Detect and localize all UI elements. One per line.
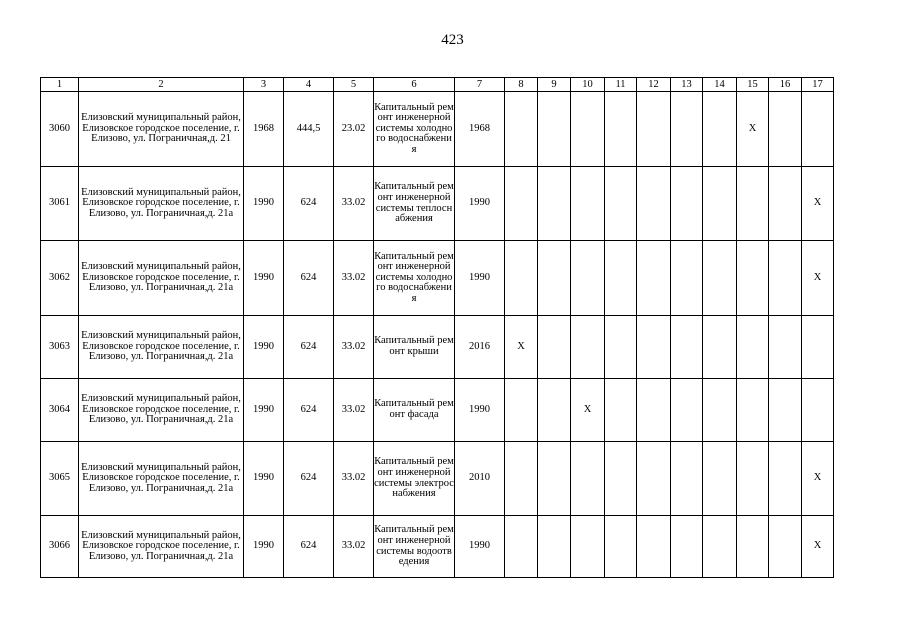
- row-id: 3061: [41, 167, 79, 241]
- row-col4: 624: [284, 442, 334, 516]
- row-col7: 1990: [455, 167, 505, 241]
- mark-cell: [703, 516, 737, 578]
- mark-cell: [769, 92, 802, 167]
- header-cell: 5: [334, 78, 374, 92]
- row-col3: 1990: [244, 516, 284, 578]
- row-col5: 33.02: [334, 516, 374, 578]
- mark-cell: [571, 167, 605, 241]
- mark-cell: [802, 316, 834, 379]
- mark-cell: [703, 241, 737, 316]
- header-cell: 15: [737, 78, 769, 92]
- row-address: Елизовский муниципальный район, Елизовское городское поселение, г. Елизово, ул. Пограничная,д. 21а: [79, 167, 244, 241]
- mark-cell: [538, 241, 571, 316]
- row-col5: 23.02: [334, 92, 374, 167]
- mark-cell: [571, 241, 605, 316]
- mark-cell: [671, 167, 703, 241]
- header-cell: 1: [41, 78, 79, 92]
- mark-cell: [671, 379, 703, 442]
- mark-cell: [737, 442, 769, 516]
- mark-cell: [703, 379, 737, 442]
- row-id: 3060: [41, 92, 79, 167]
- row-col4: 444,5: [284, 92, 334, 167]
- mark-cell: [505, 167, 538, 241]
- mark-cell: [769, 167, 802, 241]
- mark-cell: [505, 92, 538, 167]
- mark-cell: [505, 379, 538, 442]
- row-id: 3063: [41, 316, 79, 379]
- mark-cell: [671, 516, 703, 578]
- table-row: [41, 379, 834, 442]
- mark-cell: [538, 316, 571, 379]
- mark-cell: [571, 316, 605, 379]
- row-col7: 2016: [455, 316, 505, 379]
- mark-cell: [769, 241, 802, 316]
- mark-cell: [703, 167, 737, 241]
- row-address: Елизовский муниципальный район, Елизовское городское поселение, г. Елизово, ул. Пограничная,д. 21а: [79, 516, 244, 578]
- capital-repair-table: [40, 77, 834, 578]
- row-work-type: Капитальный ремонт фасада: [374, 379, 455, 442]
- mark-cell: [505, 241, 538, 316]
- row-col5: 33.02: [334, 167, 374, 241]
- row-col3: 1990: [244, 442, 284, 516]
- mark-cell: [671, 92, 703, 167]
- row-col7: 1990: [455, 241, 505, 316]
- header-cell: 9: [538, 78, 571, 92]
- mark-cell: [737, 167, 769, 241]
- mark-cell: [769, 379, 802, 442]
- row-col3: 1990: [244, 241, 284, 316]
- mark-cell: [605, 316, 637, 379]
- mark-cell: [737, 241, 769, 316]
- row-col7: 1968: [455, 92, 505, 167]
- mark-cell: X: [802, 442, 834, 516]
- table-row: [41, 442, 834, 516]
- row-col7: 1990: [455, 379, 505, 442]
- mark-cell: [671, 316, 703, 379]
- row-address: Елизовский муниципальный район, Елизовское городское поселение, г. Елизово, ул. Пограничная,д. 21а: [79, 316, 244, 379]
- row-col3: 1990: [244, 316, 284, 379]
- header-cell: 6: [374, 78, 455, 92]
- row-col7: 2010: [455, 442, 505, 516]
- row-col3: 1990: [244, 167, 284, 241]
- mark-cell: [737, 516, 769, 578]
- table-row: [41, 316, 834, 379]
- mark-cell: X: [571, 379, 605, 442]
- mark-cell: X: [802, 516, 834, 578]
- header-cell: 13: [671, 78, 703, 92]
- row-col4: 624: [284, 241, 334, 316]
- mark-cell: X: [737, 92, 769, 167]
- mark-cell: [538, 516, 571, 578]
- mark-cell: [571, 92, 605, 167]
- mark-cell: [703, 316, 737, 379]
- row-work-type: Капитальный ремонт инженерной системы холодного водоснабжения: [374, 92, 455, 167]
- row-col3: 1968: [244, 92, 284, 167]
- mark-cell: [571, 442, 605, 516]
- mark-cell: [637, 379, 671, 442]
- mark-cell: [538, 167, 571, 241]
- table-row: [41, 516, 834, 578]
- row-address: Елизовский муниципальный район, Елизовское городское поселение, г. Елизово, ул. Пограничная,д. 21а: [79, 442, 244, 516]
- header-cell: 8: [505, 78, 538, 92]
- mark-cell: X: [505, 316, 538, 379]
- header-cell: 3: [244, 78, 284, 92]
- mark-cell: [802, 379, 834, 442]
- header-cell: 7: [455, 78, 505, 92]
- row-address: Елизовский муниципальный район, Елизовское городское поселение, г. Елизово, ул. Пограничная,д. 21а: [79, 379, 244, 442]
- mark-cell: [605, 442, 637, 516]
- mark-cell: [703, 442, 737, 516]
- header-cell: 12: [637, 78, 671, 92]
- row-col4: 624: [284, 516, 334, 578]
- mark-cell: [505, 442, 538, 516]
- row-col4: 624: [284, 316, 334, 379]
- row-col5: 33.02: [334, 241, 374, 316]
- mark-cell: [802, 92, 834, 167]
- mark-cell: [769, 516, 802, 578]
- mark-cell: [637, 442, 671, 516]
- header-cell: 10: [571, 78, 605, 92]
- row-id: 3066: [41, 516, 79, 578]
- table-row: [41, 92, 834, 167]
- row-col5: 33.02: [334, 316, 374, 379]
- mark-cell: [637, 316, 671, 379]
- row-col5: 33.02: [334, 379, 374, 442]
- mark-cell: [605, 379, 637, 442]
- row-id: 3064: [41, 379, 79, 442]
- mark-cell: [605, 92, 637, 167]
- header-cell: 2: [79, 78, 244, 92]
- mark-cell: [605, 241, 637, 316]
- mark-cell: [769, 316, 802, 379]
- mark-cell: [737, 316, 769, 379]
- header-cell: 11: [605, 78, 637, 92]
- mark-cell: [637, 241, 671, 316]
- mark-cell: [605, 516, 637, 578]
- mark-cell: [538, 442, 571, 516]
- table-row: [41, 241, 834, 316]
- mark-cell: [737, 379, 769, 442]
- mark-cell: [637, 92, 671, 167]
- mark-cell: X: [802, 167, 834, 241]
- header-cell: 16: [769, 78, 802, 92]
- row-id: 3065: [41, 442, 79, 516]
- row-address: Елизовский муниципальный район, Елизовское городское поселение, г. Елизово, ул. Пограничная,д. 21: [79, 92, 244, 167]
- header-cell: 14: [703, 78, 737, 92]
- mark-cell: [637, 167, 671, 241]
- row-work-type: Капитальный ремонт инженерной системы водоотведения: [374, 516, 455, 578]
- row-col4: 624: [284, 167, 334, 241]
- row-work-type: Капитальный ремонт инженерной системы холодного водоснабжения: [374, 241, 455, 316]
- mark-cell: [571, 516, 605, 578]
- table-row: [41, 167, 834, 241]
- mark-cell: [605, 167, 637, 241]
- row-col7: 1990: [455, 516, 505, 578]
- row-work-type: Капитальный ремонт инженерной системы теплоснабжения: [374, 167, 455, 241]
- header-row: [41, 78, 834, 92]
- mark-cell: [505, 516, 538, 578]
- header-cell: 4: [284, 78, 334, 92]
- mark-cell: [703, 92, 737, 167]
- mark-cell: [769, 442, 802, 516]
- mark-cell: [671, 442, 703, 516]
- page-number: 423: [441, 32, 464, 48]
- row-col4: 624: [284, 379, 334, 442]
- row-id: 3062: [41, 241, 79, 316]
- mark-cell: [538, 379, 571, 442]
- row-work-type: Капитальный ремонт крыши: [374, 316, 455, 379]
- row-col5: 33.02: [334, 442, 374, 516]
- row-work-type: Капитальный ремонт инженерной системы электроснабжения: [374, 442, 455, 516]
- mark-cell: [637, 516, 671, 578]
- mark-cell: [538, 92, 571, 167]
- header-cell: 17: [802, 78, 834, 92]
- mark-cell: [671, 241, 703, 316]
- row-address: Елизовский муниципальный район, Елизовское городское поселение, г. Елизово, ул. Пограничная,д. 21а: [79, 241, 244, 316]
- mark-cell: X: [802, 241, 834, 316]
- row-col3: 1990: [244, 379, 284, 442]
